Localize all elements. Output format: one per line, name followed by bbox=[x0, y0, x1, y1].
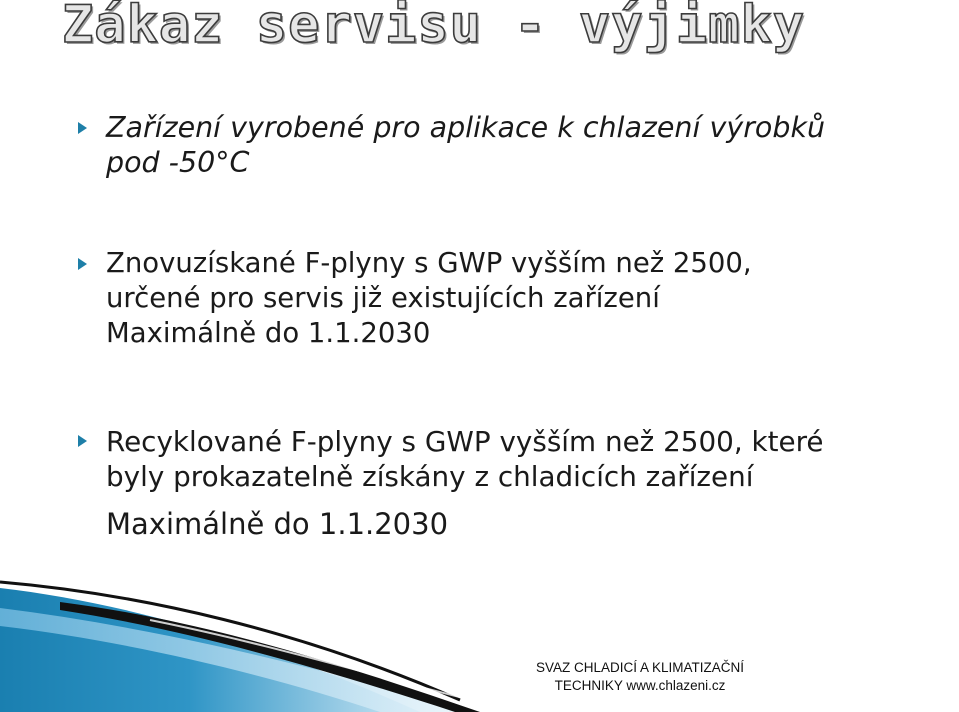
bullet-line: určené pro servis již existujících zařízení bbox=[106, 282, 660, 314]
footer-organization bbox=[520, 659, 760, 695]
bullet-line: byly prokazatelně získány z chladicích zařízení bbox=[106, 460, 754, 493]
bullet-text bbox=[106, 110, 825, 180]
triangle-right-icon bbox=[78, 258, 87, 270]
triangle-right-icon bbox=[78, 122, 87, 134]
bullet-line: pod -50°C bbox=[106, 146, 250, 179]
bullet-text bbox=[106, 246, 752, 351]
bullet-line: Maximálně do 1.1.2030 bbox=[106, 317, 431, 349]
triangle-right-icon bbox=[78, 435, 87, 447]
bullet-line: Recyklované F-plyny s GWP vyšším než 2500, které bbox=[106, 425, 824, 458]
footer-line: SVAZ CHLADICÍ A KLIMATIZAČNÍ bbox=[535, 660, 745, 675]
decorative-swoosh bbox=[0, 580, 959, 712]
bullet-text bbox=[106, 424, 824, 494]
bullet-line: Znovuzískané F-plyny s GWP vyšším než 2500, bbox=[106, 247, 752, 279]
bullet-line: Zařízení vyrobené pro aplikace k chlazení výrobků bbox=[106, 111, 826, 144]
slide-title: Zákaz servisu - výjimky bbox=[62, 0, 806, 55]
deadline-text: Maximálně do 1.1.2030 bbox=[106, 507, 449, 541]
footer-line: TECHNIKY www.chlazeni.cz bbox=[554, 678, 726, 693]
